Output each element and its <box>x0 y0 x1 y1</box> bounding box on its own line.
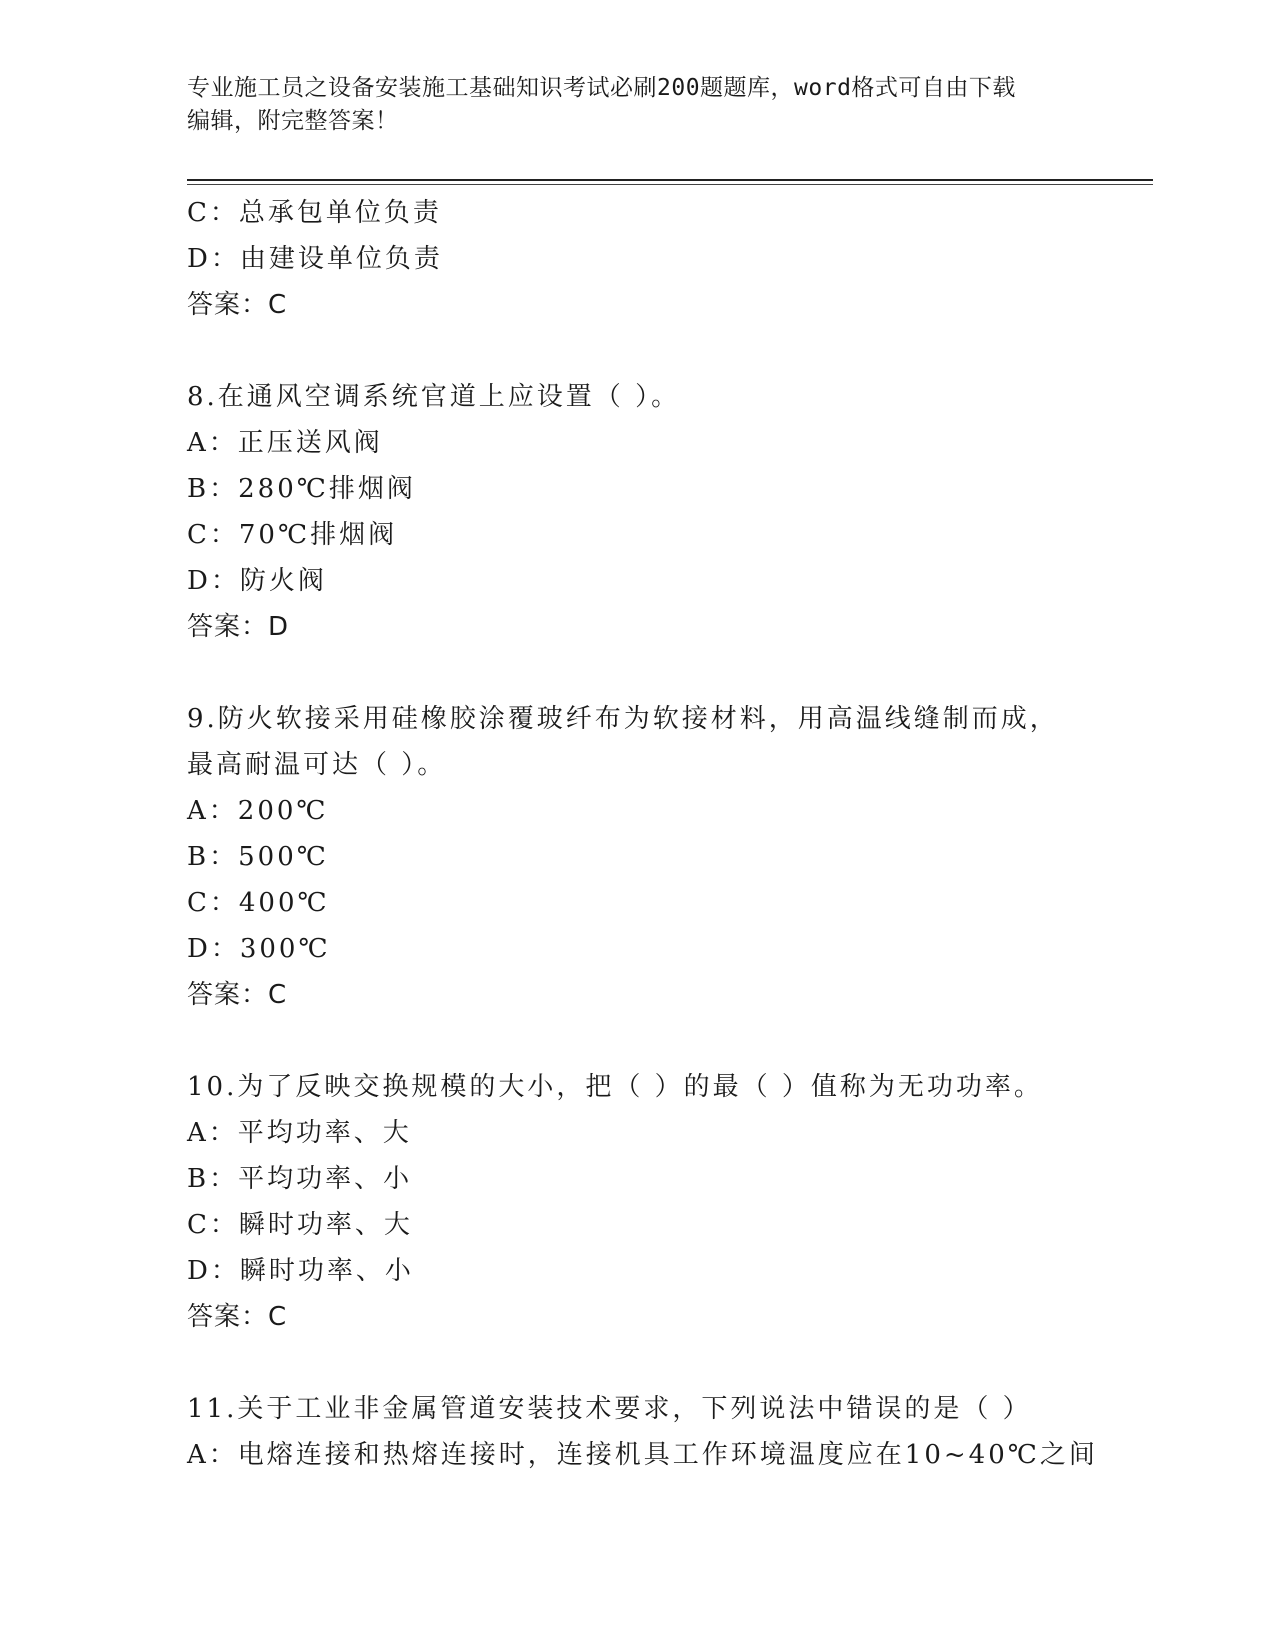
option-c: C：瞬时功率、大 <box>187 1210 413 1240</box>
option-b: B：280℃排烟阀 <box>187 474 416 504</box>
option-d: D：防火阀 <box>187 566 327 596</box>
question-11 <box>187 1386 1153 1478</box>
option-a: A：正压送风阀 <box>187 428 383 458</box>
header-divider-thin <box>187 184 1153 185</box>
option-d: D：由建设单位负责 <box>187 244 443 274</box>
spacer <box>187 1340 1153 1386</box>
option-b: B：平均功率、小 <box>187 1164 413 1194</box>
header-title-line-2: 编辑，附完整答案！ <box>187 108 399 134</box>
question-stem: 8.在通风空调系统官道上应设置（ ）。 <box>187 382 681 412</box>
spacer <box>187 328 1153 374</box>
header-divider-thick <box>187 179 1153 181</box>
question-stem: 11.关于工业非金属管道安装技术要求，下列说法中错误的是（ ） <box>187 1394 1032 1424</box>
option-a: A：200℃ <box>187 796 329 826</box>
answer-line: 答案：C <box>187 290 288 320</box>
question-7 <box>187 190 1153 328</box>
option-c: C：70℃排烟阀 <box>187 520 398 550</box>
option-a: A：电熔连接和热熔连接时，连接机具工作环境温度应在10~40℃之间 <box>187 1440 1098 1470</box>
option-c: C：总承包单位负责 <box>187 198 442 228</box>
question-list <box>187 190 1153 1478</box>
answer-line: 答案：D <box>187 612 290 642</box>
document-header <box>187 72 1087 138</box>
answer-line: 答案：C <box>187 980 288 1010</box>
option-d: D：300℃ <box>187 934 331 964</box>
option-c: C：400℃ <box>187 888 330 918</box>
option-a: A：平均功率、大 <box>187 1118 412 1148</box>
question-9 <box>187 696 1153 1018</box>
question-stem: 10.为了反映交换规模的大小，把（ ）的最（ ）值称为无功功率。 <box>187 1072 1043 1102</box>
question-8 <box>187 374 1153 650</box>
question-stem-line-2: 最高耐温可达（ ）。 <box>187 750 447 780</box>
answer-line: 答案：C <box>187 1302 288 1332</box>
option-b: B：500℃ <box>187 842 329 872</box>
header-title-line-1: 专业施工员之设备安装施工基础知识考试必刷200题题库，word格式可自由下载 <box>187 75 1016 101</box>
spacer <box>187 650 1153 696</box>
question-10 <box>187 1064 1153 1340</box>
question-stem-line-1: 9.防火软接采用硅橡胶涂覆玻纤布为软接材料，用高温线缝制而成， <box>187 704 1059 734</box>
spacer <box>187 1018 1153 1064</box>
option-d: D：瞬时功率、小 <box>187 1256 414 1286</box>
